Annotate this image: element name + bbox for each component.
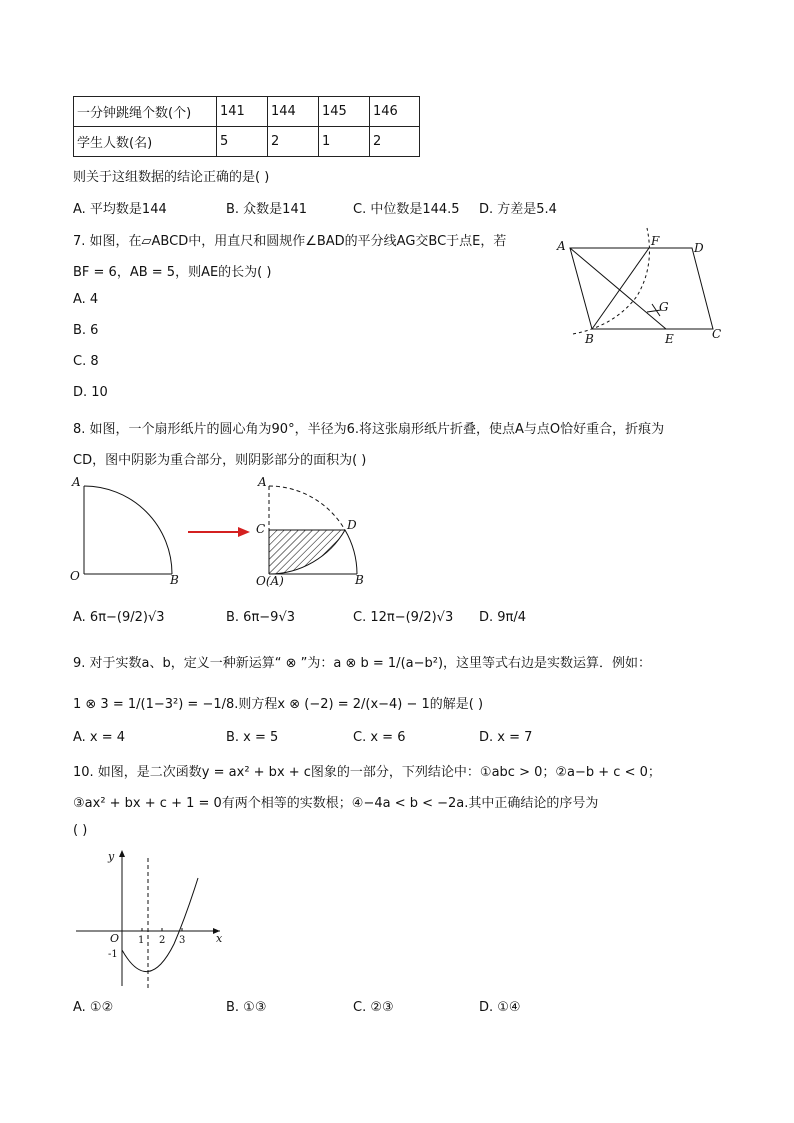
- table-cell: 2: [370, 127, 420, 157]
- q10-option-d[interactable]: D. ①④: [479, 1000, 521, 1015]
- q9-option-c[interactable]: C. x = 6: [353, 730, 406, 745]
- q6-option-b[interactable]: B. 众数是141: [226, 202, 307, 217]
- q8-option-b[interactable]: B. 6π−9√3: [226, 610, 295, 625]
- q8-folded-figure: [250, 472, 380, 587]
- q8-option-c[interactable]: C. 12π−(9/2)√3: [353, 610, 454, 625]
- q9-option-a[interactable]: A. x = 4: [73, 730, 126, 745]
- q7-line1: 7. 如图，在▱ABCD中，用直尺和圆规作∠BAD的平分线AG交BC于点E，若: [73, 234, 507, 249]
- table-cell: 144: [268, 97, 319, 127]
- graph-label-o: O: [110, 932, 120, 945]
- q10-line2: ③ax² + bx + c + 1 = 0有两个相等的实数根；④−4a < b < −2a.其中正确结论的序号为: [73, 796, 599, 811]
- q10-line1: 10. 如图，是二次函数y = ax² + bx + c图象的一部分，下列结论中：①abc > 0；②a−b + c < 0；: [73, 765, 661, 780]
- table-cell: 141: [217, 97, 268, 127]
- fig7-label-g: G: [659, 300, 669, 314]
- fig7-label-e: E: [665, 332, 674, 346]
- fig8b-label-c: C: [256, 522, 266, 536]
- q8-option-a[interactable]: A. 6π−(9/2)√3: [73, 610, 165, 625]
- q6-stem: 则关于这组数据的结论正确的是( ): [73, 170, 270, 185]
- graph-label-x: x: [216, 932, 223, 945]
- fig8a-label-a: A: [72, 475, 81, 489]
- fig8a-label-o: O: [70, 569, 80, 583]
- fig7-label-b: B: [585, 332, 594, 346]
- q10-option-c[interactable]: C. ②③: [353, 1000, 394, 1015]
- fig8b-label-a: A: [258, 475, 267, 489]
- table-cell: 1: [319, 127, 370, 157]
- graph-tick-3: 3: [179, 935, 186, 946]
- q7-line2: BF = 6，AB = 5，则AE的长为( ): [73, 265, 272, 280]
- fig8b-label-oa: O(A): [256, 574, 284, 587]
- graph-tick-1: 1: [138, 935, 145, 946]
- table-row: [74, 127, 420, 157]
- fig8b-label-b: B: [355, 573, 364, 587]
- fig7-label-f: F: [651, 234, 660, 248]
- table-cell: 一分钟跳绳个数(个): [74, 97, 217, 127]
- fig7-label-a: A: [557, 239, 566, 253]
- q8-option-d[interactable]: D. 9π/4: [479, 610, 527, 625]
- fig7-label-d: D: [694, 241, 704, 255]
- q7-option-d[interactable]: D. 10: [73, 385, 108, 400]
- table-cell: 145: [319, 97, 370, 127]
- q8-sector-figure: [66, 472, 186, 587]
- table-cell: 2: [268, 127, 319, 157]
- graph-label-y: y: [108, 850, 115, 863]
- q9-option-d[interactable]: D. x = 7: [479, 730, 533, 745]
- graph-tick-2: 2: [159, 935, 166, 946]
- table-cell: 学生人数(名): [74, 127, 217, 157]
- q9-line2: 1 ⊗ 3 = 1/(1−3²) = −1/8.则方程x ⊗ (−2) = 2/(x−4) − 1的解是( ): [73, 697, 484, 712]
- table-cell: 5: [217, 127, 268, 157]
- q9-line1: 9. 对于实数a、b，定义一种新运算“ ⊗ ”为：a ⊗ b = 1/(a−b²)，这里等式右边是实数运算．例如：: [73, 656, 652, 671]
- q6-option-c[interactable]: C. 中位数是144.5: [353, 202, 460, 217]
- fig8b-label-d: D: [347, 518, 357, 532]
- q10-line3: ( ): [73, 823, 88, 838]
- q7-parallelogram-figure: [555, 226, 735, 351]
- arrow-right-icon: [186, 525, 252, 539]
- q7-option-a[interactable]: A. 4: [73, 292, 99, 307]
- q10-option-a[interactable]: A. ①②: [73, 1000, 114, 1015]
- jump-rope-table: [73, 96, 420, 157]
- q7-option-b[interactable]: B. 6: [73, 323, 99, 338]
- q8-line2: CD，图中阴影为重合部分，则阴影部分的面积为( ): [73, 453, 367, 468]
- fig7-label-c: C: [712, 327, 722, 341]
- q8-line1: 8. 如图，一个扇形纸片的圆心角为90°，半径为6.将这张扇形纸片折叠，使点A与点O恰好重合，折痕为: [73, 422, 665, 437]
- fig8a-label-b: B: [170, 573, 179, 587]
- q10-parabola-graph: [70, 846, 230, 991]
- q6-option-d[interactable]: D. 方差是5.4: [479, 202, 557, 217]
- q7-option-c[interactable]: C. 8: [73, 354, 99, 369]
- table-row: [74, 97, 420, 127]
- graph-tick-neg1: -1: [108, 949, 118, 960]
- table-cell: 146: [370, 97, 420, 127]
- q10-option-b[interactable]: B. ①③: [226, 1000, 267, 1015]
- q6-option-a[interactable]: A. 平均数是144: [73, 202, 167, 217]
- q9-option-b[interactable]: B. x = 5: [226, 730, 279, 745]
